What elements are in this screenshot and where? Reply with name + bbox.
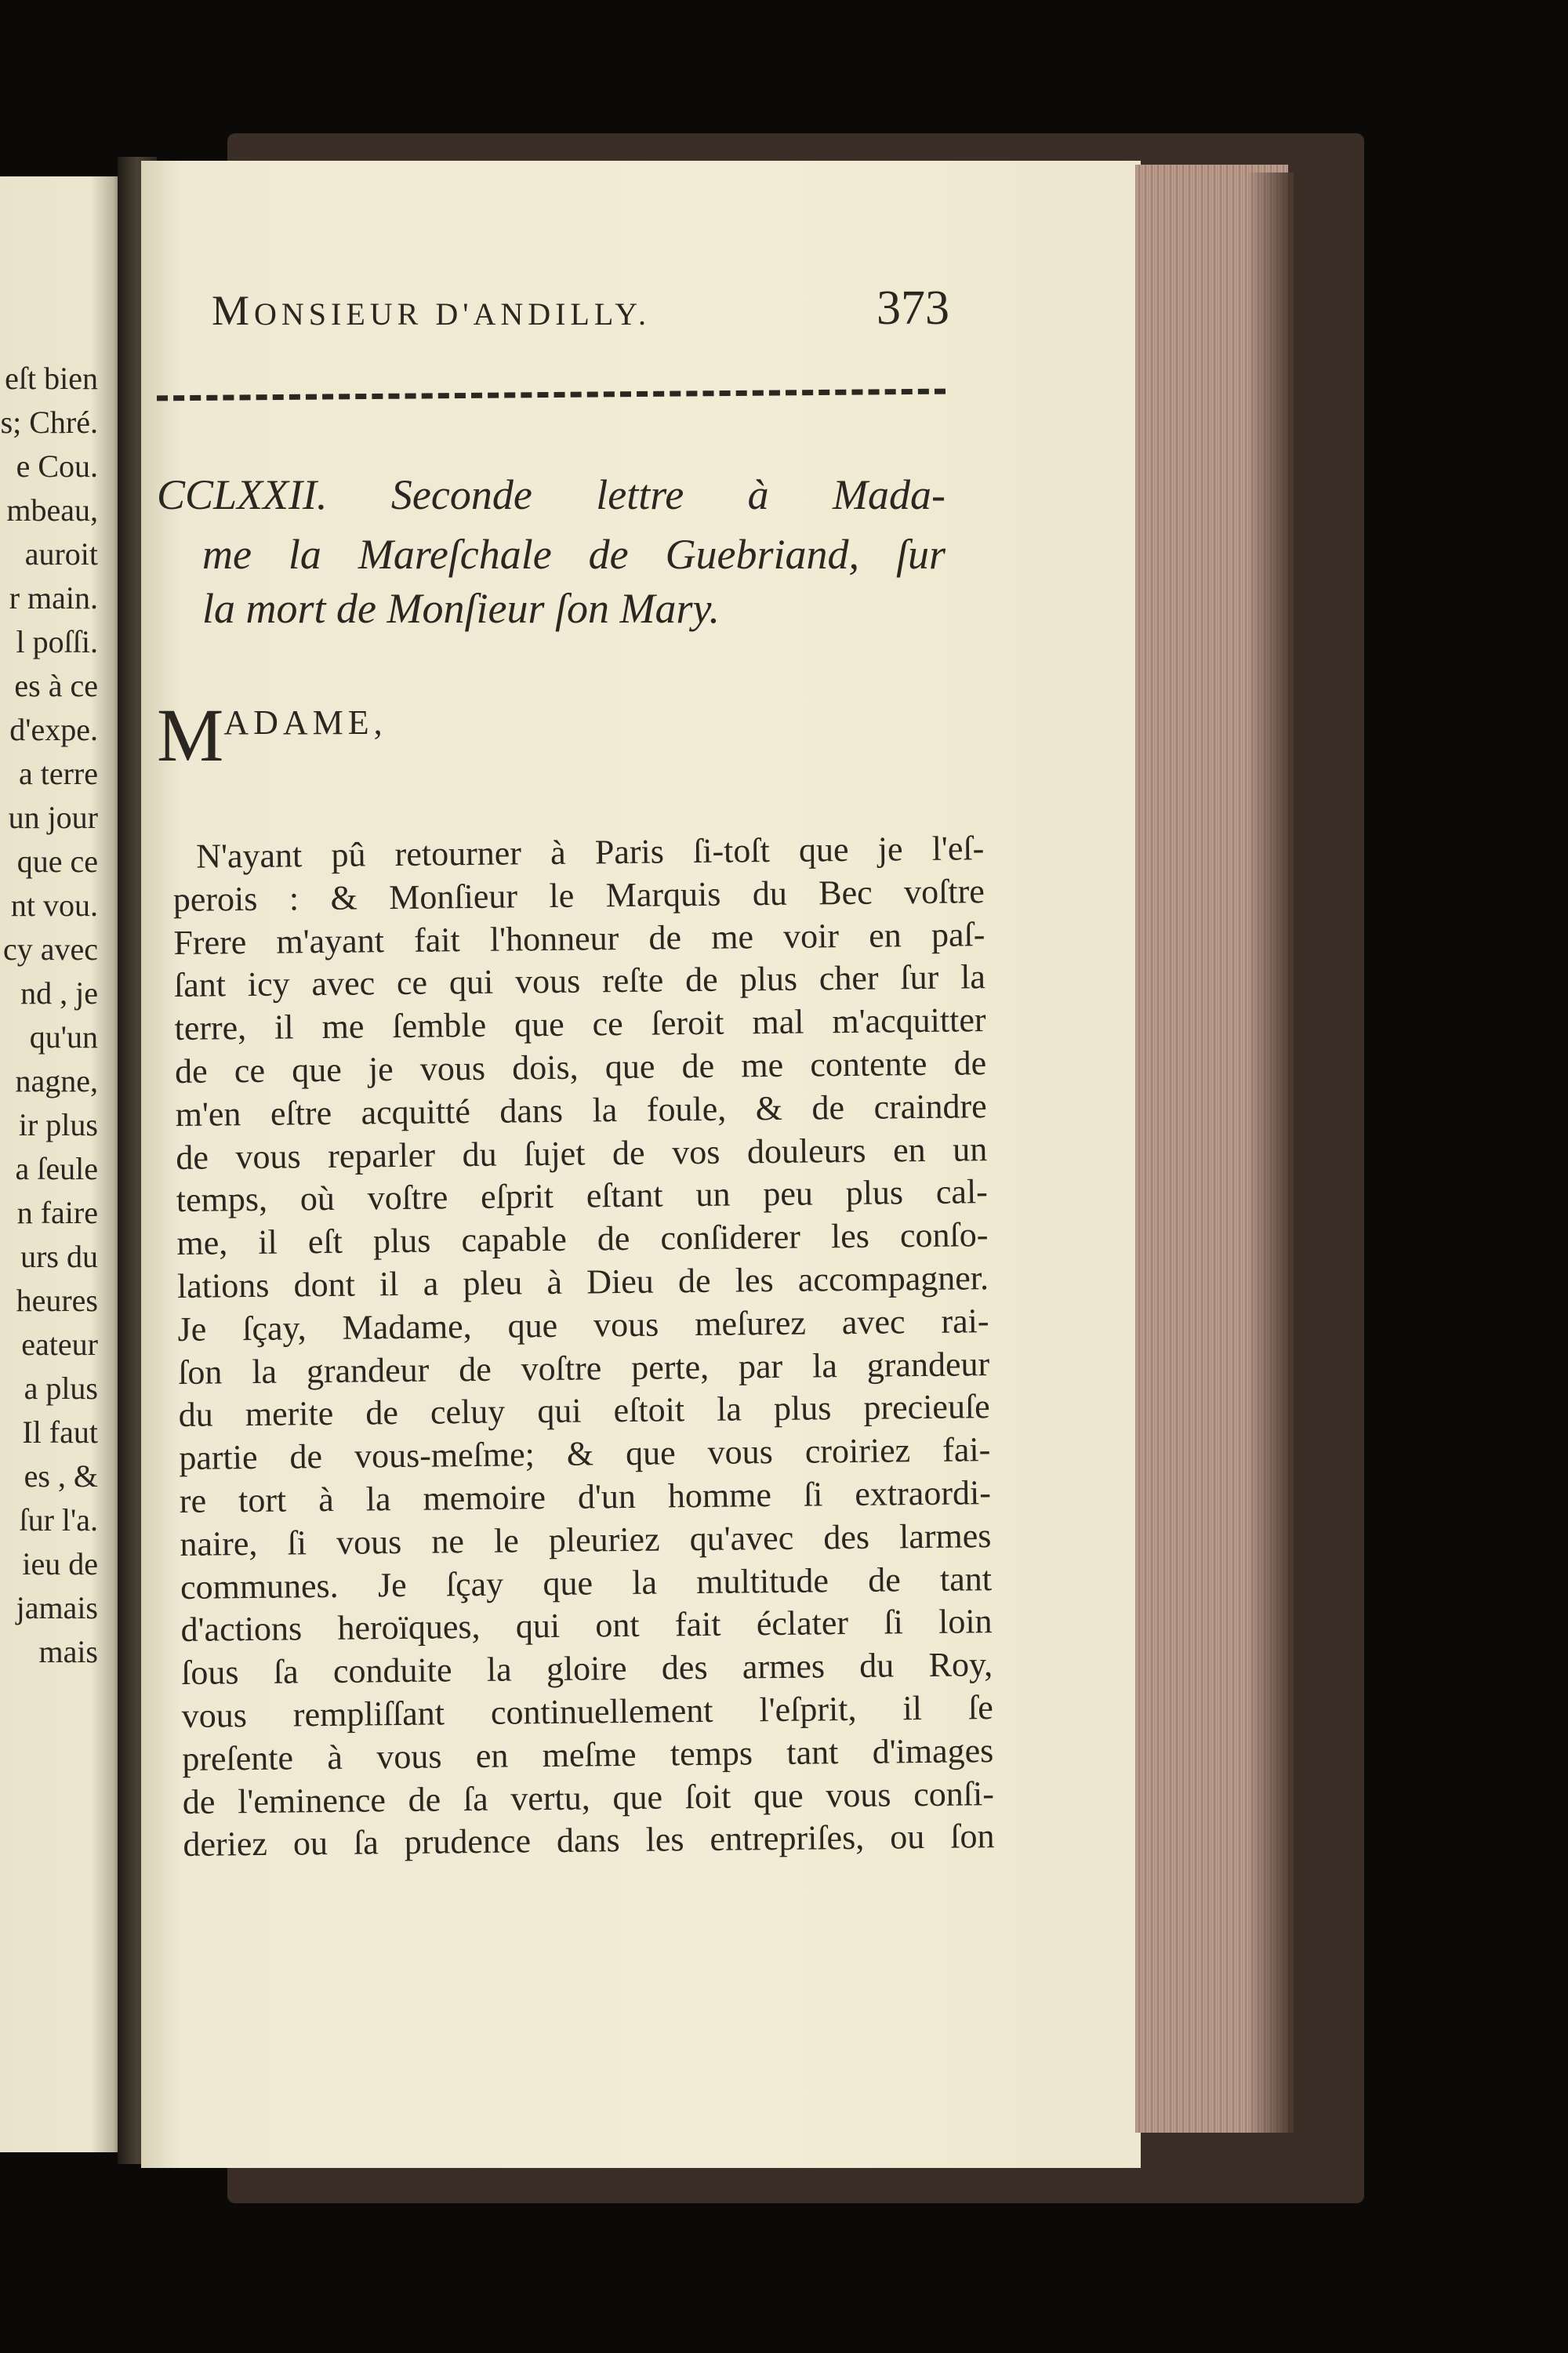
left-page-line: urs du [20, 1239, 98, 1274]
body-line: Je ſçay, Madame, que vous meſurez avec rai- [177, 1301, 989, 1349]
body-line: deriez ou ſa prudence dans les entrepriſes, ou ſon [183, 1817, 995, 1865]
running-head-title: ONSIEUR D'ANDILLY. [254, 296, 652, 332]
left-page-line: d'expe. [9, 712, 98, 747]
left-page-line: a plus [24, 1371, 98, 1406]
left-page-line: Il faut [22, 1414, 98, 1450]
body-line: preſente à vous en meſme temps tant d'images [182, 1730, 994, 1778]
body-line: de vous reparler du ſujet de vos douleurs en un [176, 1129, 988, 1177]
left-page-text [0, 357, 98, 1674]
body-line: re tort à la memoire d'un homme ſi extraordi- [179, 1473, 992, 1520]
salutation-rest: ADAME, [223, 703, 387, 742]
body-line: terre, il me ſemble que ce ſeroit mal m'acquitter [174, 1000, 986, 1048]
left-page-line: ir plus [18, 1107, 98, 1142]
left-page-line: eſt bien [5, 361, 98, 396]
body-line: lations dont il a pleu à Dieu de les accompagner. [176, 1258, 989, 1305]
left-page-line: mais [38, 1634, 98, 1669]
left-page [0, 176, 129, 2152]
body-line: Frere m'ayant fait l'honneur de me voir en paſ- [173, 914, 985, 962]
left-page-line: ieu de [22, 1546, 98, 1581]
left-page-line: nt vou. [10, 888, 98, 923]
left-page-line: auroit [24, 536, 98, 572]
body-line: d'actions heroïques, qui ont fait éclater ſi loin [180, 1602, 993, 1650]
running-head [212, 286, 651, 335]
left-page-line: cy avec [2, 931, 98, 967]
page-edges-shadow [1247, 172, 1294, 2133]
left-page-line: e Cou. [16, 448, 98, 484]
left-page-line: r main. [9, 580, 98, 615]
body-line: perois : & Monſieur le Marquis du Bec voſtre [172, 871, 985, 919]
letter-heading-line: me la Mareſchale de Guebriand, ſur [202, 531, 946, 578]
left-page-line: qu'un [29, 1019, 98, 1055]
left-page-line: n faire [16, 1195, 98, 1230]
body-line: ſous ſa conduite la gloire des armes du Roy, [180, 1645, 993, 1693]
body-line: de l'eminence de ſa vertu, que ſoit que vous conſi- [182, 1774, 995, 1821]
left-page-line: un jour [8, 800, 98, 835]
left-page-line: l poſſi. [16, 624, 98, 659]
left-page-line: a terre [18, 756, 98, 791]
body-line: vous rempliſſant continuellement l'eſprit, il ſe [181, 1688, 993, 1735]
left-page-line: s; Chré. [0, 405, 98, 440]
body-line: me, il eſt plus capable de conſiderer les conſo- [176, 1215, 989, 1263]
body-line: ſant icy avec ce qui vous reſte de plus cher ſur la [173, 957, 986, 1005]
body-line: naire, ſi vous ne le pleuriez qu'avec des larmes [180, 1516, 992, 1563]
body-line: du merite de celuy qui eſtoit la plus precieuſe [178, 1387, 990, 1435]
body-line: m'en eſtre acquitté dans la foule, & de craindre [175, 1086, 987, 1134]
letter-body [172, 827, 995, 1867]
left-page-line: jamais [16, 1590, 98, 1625]
left-page-line: es à ce [14, 668, 98, 703]
left-page-line: mbeau, [6, 492, 98, 528]
left-page-line: es , & [24, 1458, 98, 1494]
left-page-line: heures [16, 1283, 98, 1318]
letter-heading-line: CCLXXII. Seconde lettre à Mada- [157, 471, 946, 518]
left-page-line: que ce [16, 844, 98, 879]
drop-cap: M [157, 693, 224, 777]
body-line: temps, où voſtre eſprit eſtant un peu plus cal- [176, 1172, 989, 1220]
body-line: partie de vous-meſme; & que vous croiriez fai- [179, 1430, 991, 1478]
left-page-line: ſur l'a. [19, 1502, 98, 1538]
body-line: de ce que je vous dois, que de me contente de [174, 1044, 987, 1091]
left-page-line: eateur [21, 1327, 98, 1362]
page-number: 373 [877, 281, 949, 335]
running-head-initial: M [212, 287, 255, 334]
body-line: N'ayant pû retourner à Paris ſi-toſt que je l'eſ- [196, 829, 985, 876]
letter-heading-line: la mort de Monſieur ſon Mary. [202, 585, 720, 632]
left-page-line: nagne, [15, 1063, 98, 1098]
body-line: ſon la grandeur de voſtre perte, par la grandeur [177, 1344, 990, 1392]
body-line: communes. Je ſçay que la multitude de tant [180, 1559, 993, 1607]
left-page-line: a ſeule [15, 1151, 98, 1186]
salutation [157, 693, 387, 777]
left-page-line: nd , je [20, 975, 98, 1011]
